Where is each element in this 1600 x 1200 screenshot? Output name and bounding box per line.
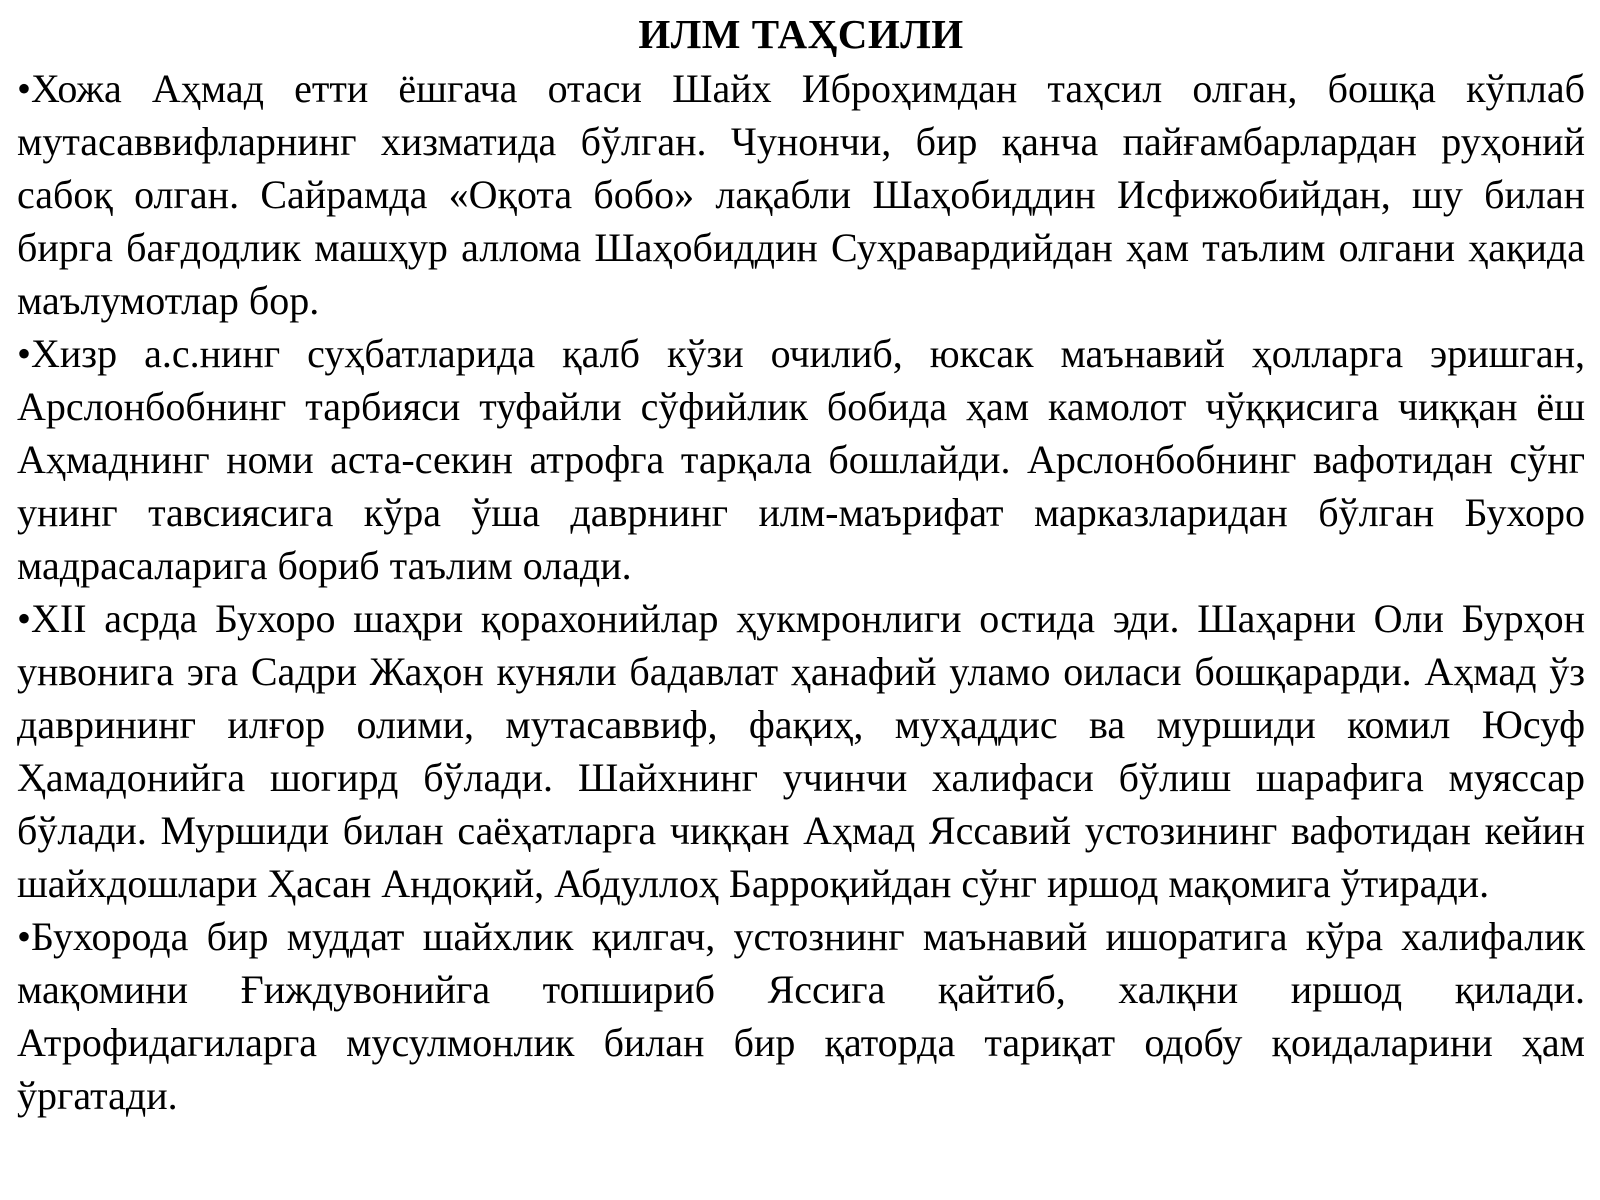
paragraph-4: •Бухорода бир муддат шайхлик қилгач, устознинг маънавий ишоратига кўра халифалик мақомини Ғиждувонийга топшириб Яссига қайтиб, халқни иршод қилади. Атрофидагиларга мусулмонлик билан бир қаторда тариқат одобу қоидаларини ҳам ўргатади. [17,914,1585,1118]
document-page [17,6,1585,1122]
paragraph-1: •Хожа Аҳмад етти ёшгача отаси Шайх Иброҳимдан таҳсил олган, бошқа кўплаб мутасаввифларнинг хизматида бўлган. Чунончи, бир қанча пайғамбарлардан руҳоний сабоқ олган. Сайрамда «Оқота бобо» лақабли Шаҳобиддин Исфижобийдан, шу билан бирга бағдодлик машҳур аллома Шаҳобиддин Суҳравардийдан ҳам таълим олгани ҳақида маълумотлар бор. [17,66,1585,323]
document-title: ИЛМ ТАҲСИЛИ [638,11,964,57]
paragraph-2: •Хизр а.с.нинг суҳбатларида қалб кўзи очилиб, юксак маънавий ҳолларга эришган, Арслонбобнинг тарбияси туфайли сўфийлик бобида ҳам камолот чўққисига чиққан ёш Аҳмаднинг номи аста-секин атрофга тарқала бошлайди. Арслонбобнинг вафотидан сўнг унинг тавсиясига кўра ўша даврнинг илм-маърифат марказларидан бўлган Бухоро мадрасаларига бориб таълим олади. [17,331,1585,588]
paragraph-3: •XII асрда Бухоро шаҳри қорахонийлар ҳукмронлиги остида эди. Шаҳарни Оли Бурҳон унвонига эга Садри Жаҳон куняли бадавлат ҳанафий уламо оиласи бошқарарди. Аҳмад ўз даврининг илғор олими, мутасаввиф, фақиҳ, муҳаддис ва муршиди комил Юсуф Ҳамадонийга шогирд бўлади. Шайхнинг учинчи халифаси бўлиш шарафига муяссар бўлади. Муршиди билан саёҳатларга чиққан Аҳмад Яссавий устозининг вафотидан кейин шайхдошлари Ҳасан Андоқий, Абдуллоҳ Барроқийдан сўнг иршод мақомига ўтиради. [17,596,1585,906]
